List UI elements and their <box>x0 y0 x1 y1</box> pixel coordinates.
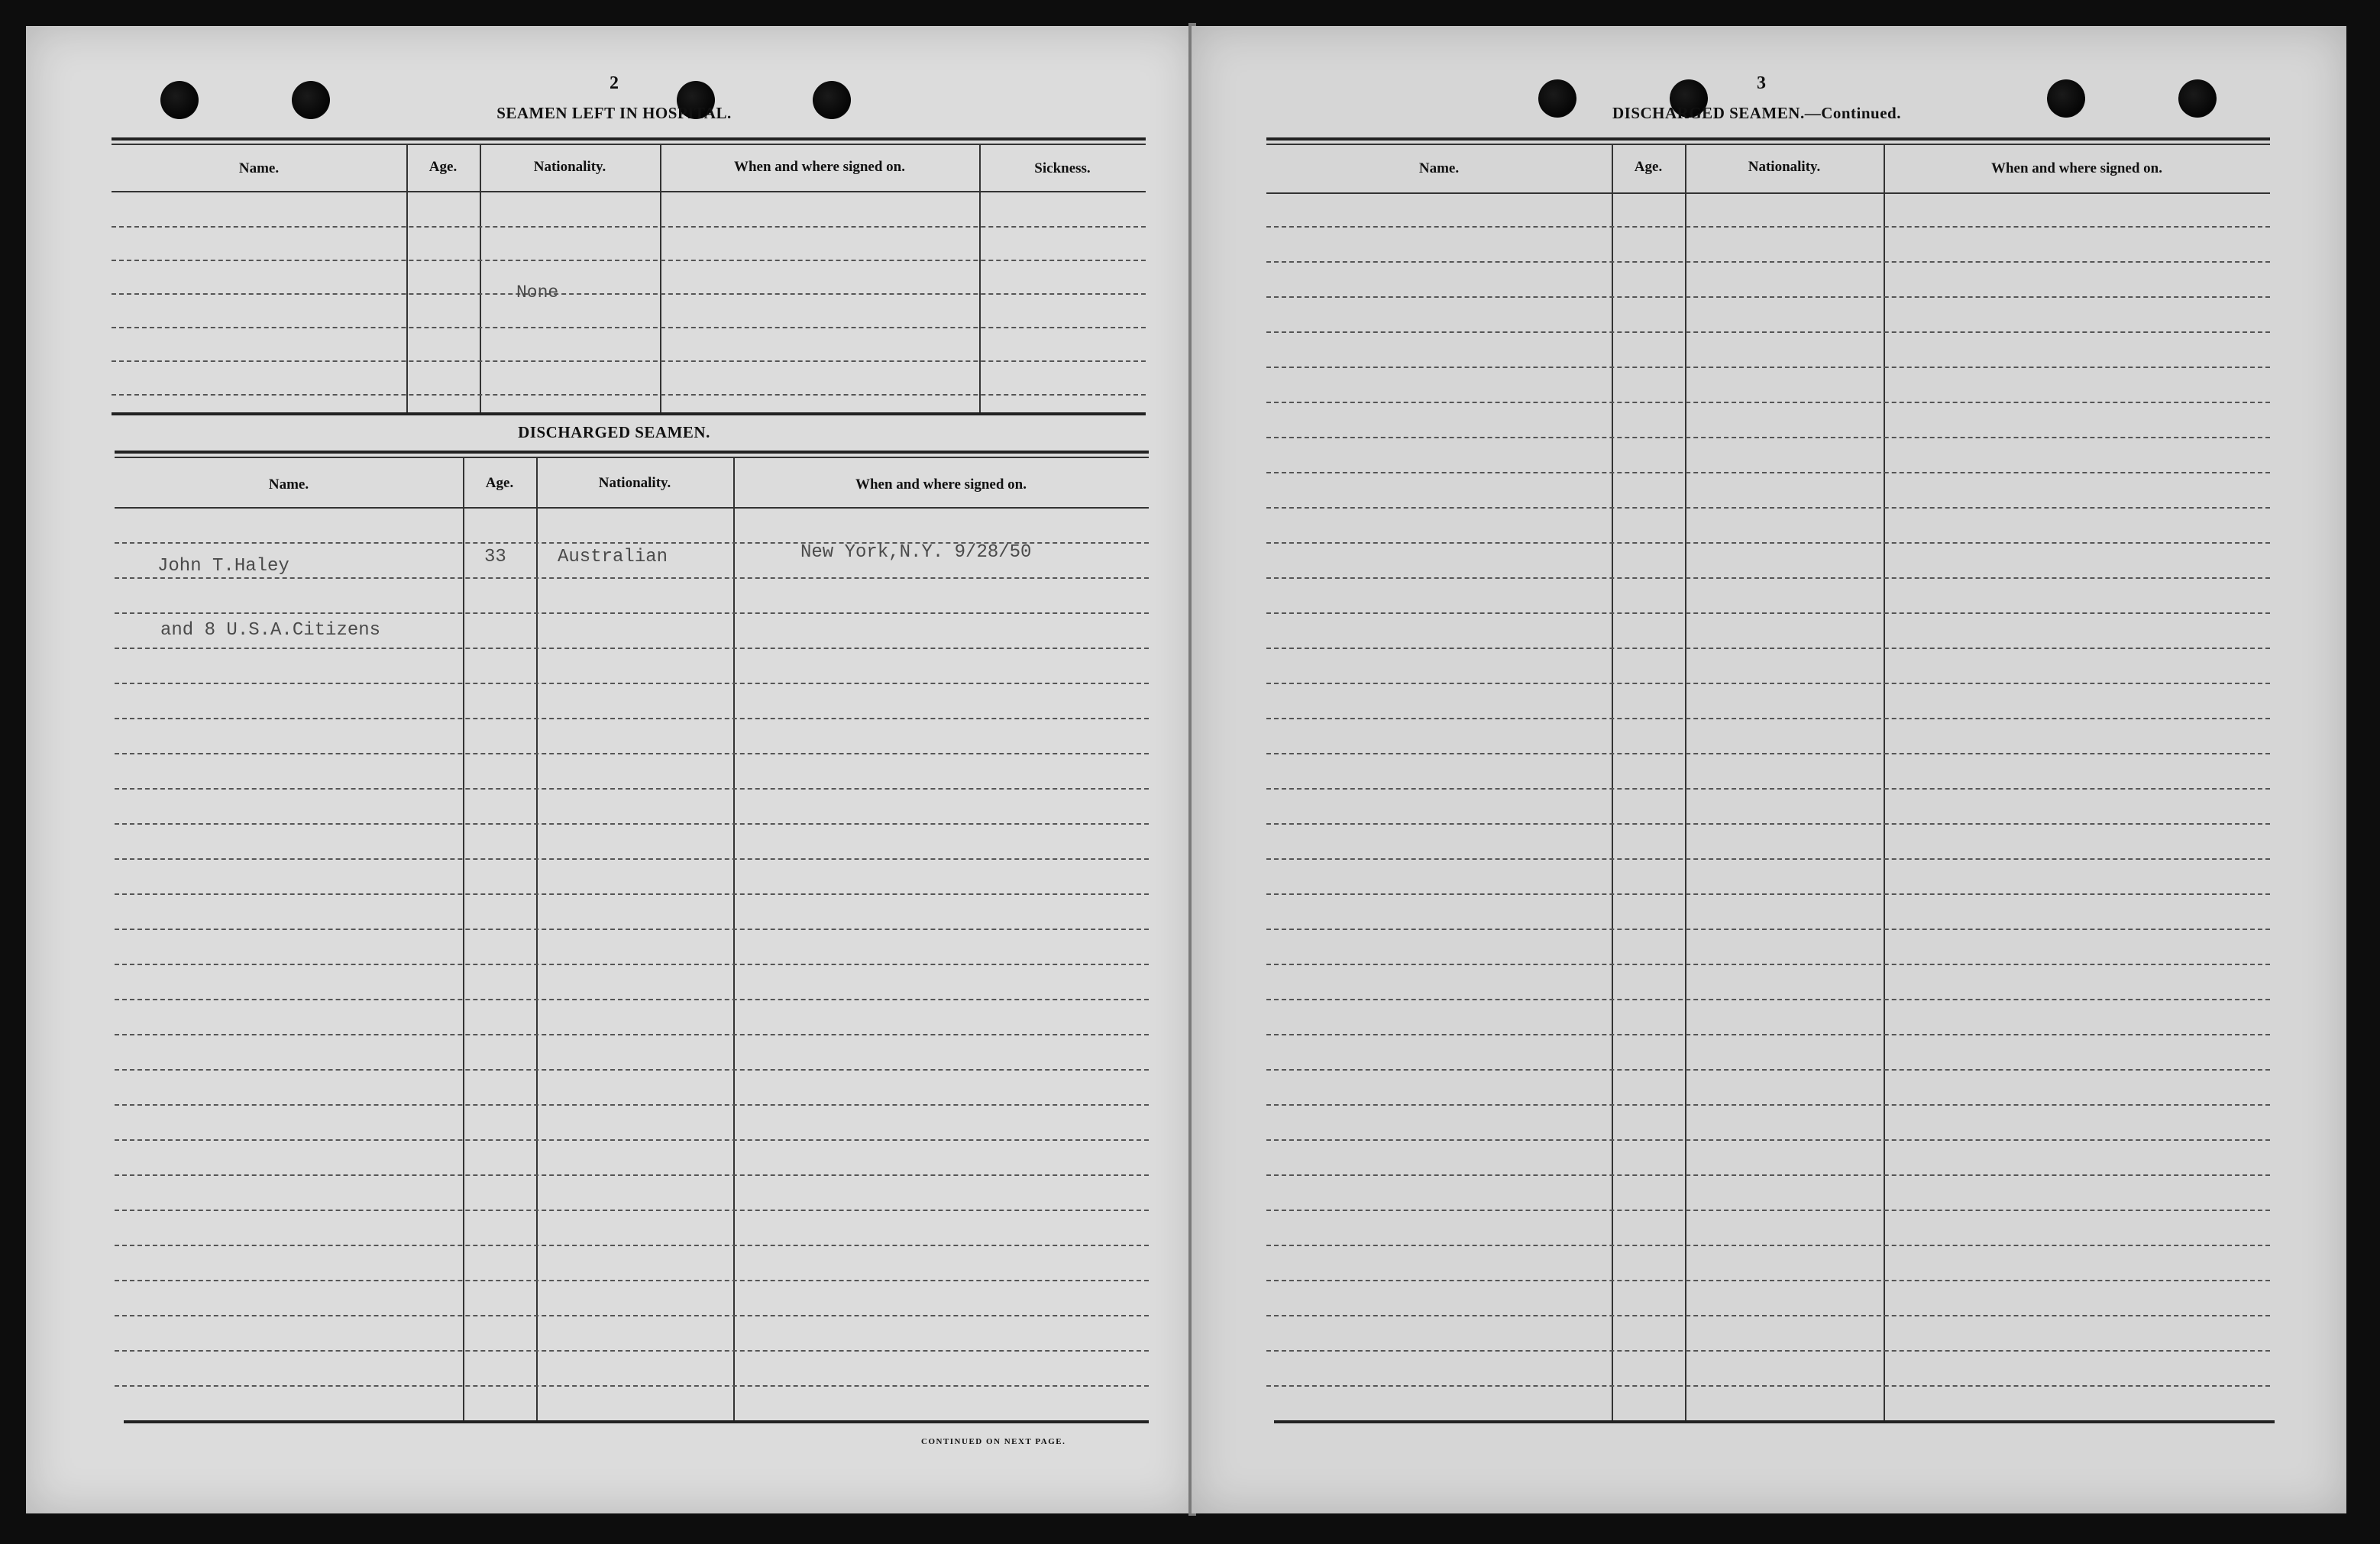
entry-line <box>1266 367 2270 368</box>
entry-line <box>115 1245 1149 1246</box>
entry-line <box>1266 402 2270 403</box>
col-header-signed-on: When and where signed on. <box>733 159 905 175</box>
entry-line <box>1266 999 2270 1000</box>
col-header-nationality: Nationality. <box>598 475 671 491</box>
entry-line <box>1266 472 2270 473</box>
entry-line <box>1266 331 2270 333</box>
entry-line <box>1266 683 2270 684</box>
section-rule <box>112 412 1146 415</box>
column-divider <box>536 458 538 1420</box>
punch-hole <box>2047 79 2085 118</box>
header-rule <box>112 191 1146 192</box>
entry-line <box>1266 507 2270 509</box>
entry-line <box>115 964 1149 965</box>
entry-line <box>115 1069 1149 1071</box>
entry-line <box>115 823 1149 825</box>
entry-line <box>1266 437 2270 438</box>
entry-line <box>115 1280 1149 1281</box>
col-header-nationality: Nationality. <box>533 159 606 175</box>
entry-line <box>112 360 1146 362</box>
footer-note: CONTINUED ON NEXT PAGE. <box>921 1437 1066 1446</box>
seaman-age: 33 <box>484 547 506 567</box>
entry-line <box>115 1104 1149 1106</box>
entry-line <box>1266 964 2270 965</box>
entry-line <box>115 788 1149 790</box>
entry-line <box>1266 261 2270 263</box>
punch-hole <box>160 81 199 119</box>
entry-line <box>1266 1350 2270 1352</box>
entry-line <box>1266 577 2270 579</box>
column-divider <box>979 145 981 412</box>
table-bottom-rule <box>1274 1420 2275 1423</box>
punch-hole <box>2178 79 2217 118</box>
entry-line <box>1266 612 2270 614</box>
col-header-sickness: Sickness. <box>1034 160 1091 176</box>
entry-line <box>115 577 1149 579</box>
entry-line <box>115 999 1149 1000</box>
col-header-signed-on: When and where signed on. <box>855 476 1027 493</box>
entry-line <box>112 327 1146 328</box>
col-header-age: Age. <box>485 475 514 491</box>
entry-line <box>1266 823 2270 825</box>
entry-line <box>1266 1385 2270 1387</box>
entry-line <box>1266 542 2270 544</box>
entry-line <box>115 1034 1149 1035</box>
discharged-section-title: DISCHARGED SEAMEN. <box>518 423 710 441</box>
entry-line <box>115 1174 1149 1176</box>
entry-line <box>112 394 1146 396</box>
entry-line <box>115 683 1149 684</box>
table-bottom-rule <box>124 1420 1149 1423</box>
column-divider <box>1685 145 1686 1420</box>
left-page <box>26 26 1195 1513</box>
right-page <box>1192 26 2346 1513</box>
entry-line <box>115 858 1149 860</box>
page-number: 3 <box>1757 73 1766 93</box>
column-divider <box>406 145 408 412</box>
page-number: 2 <box>610 73 619 93</box>
table-top-rule <box>1266 144 2270 145</box>
entry-line <box>1266 648 2270 649</box>
table-top-rule <box>112 144 1146 145</box>
entry-line <box>115 753 1149 754</box>
entry-line <box>1266 1174 2270 1176</box>
entry-line <box>112 260 1146 261</box>
entry-line <box>1266 1139 2270 1141</box>
entry-line <box>1266 1034 2270 1035</box>
col-header-age: Age. <box>428 159 458 175</box>
entry-line <box>1266 788 2270 790</box>
table-top-rule <box>115 451 1149 454</box>
seaman-name: and 8 U.S.A.Citizens <box>160 620 381 641</box>
entry-line <box>115 718 1149 719</box>
col-header-nationality: Nationality. <box>1748 159 1821 175</box>
entry-line <box>1266 1210 2270 1211</box>
hospital-section-title: SEAMEN LEFT IN HOSPITAL. <box>496 104 732 122</box>
column-divider <box>463 458 464 1420</box>
entry-line <box>1266 226 2270 228</box>
hospital-entry: None <box>516 283 559 302</box>
table-top-rule <box>1266 137 2270 141</box>
entry-line <box>115 1315 1149 1316</box>
column-divider <box>733 458 735 1420</box>
entry-line <box>112 226 1146 228</box>
entry-line <box>115 929 1149 930</box>
entry-line <box>1266 1280 2270 1281</box>
column-divider <box>1612 145 1613 1420</box>
column-divider <box>1884 145 1885 1420</box>
entry-line <box>115 1139 1149 1141</box>
column-divider <box>480 145 481 412</box>
col-header-name: Name. <box>268 476 309 493</box>
entry-line <box>1266 1245 2270 1246</box>
entry-line <box>1266 929 2270 930</box>
table-top-rule <box>115 457 1149 458</box>
header-rule <box>115 507 1149 509</box>
discharged-continued-title: DISCHARGED SEAMEN.—Continued. <box>1612 104 1901 122</box>
entry-line <box>1266 718 2270 719</box>
col-header-name: Name. <box>1418 160 1460 176</box>
entry-line <box>1266 1104 2270 1106</box>
table-top-rule <box>112 137 1146 141</box>
col-header-signed-on: When and where signed on. <box>1990 160 2162 176</box>
entry-line <box>1266 893 2270 895</box>
entry-line <box>1266 296 2270 298</box>
entry-line <box>115 612 1149 614</box>
entry-line <box>1266 753 2270 754</box>
seaman-signed-on: New York,N.Y. 9/28/50 <box>800 542 1032 563</box>
seaman-name: John T.Haley <box>157 556 289 577</box>
entry-line <box>115 893 1149 895</box>
entry-line <box>1266 1315 2270 1316</box>
header-rule <box>1266 192 2270 194</box>
entry-line <box>115 1385 1149 1387</box>
col-header-age: Age. <box>1634 159 1663 175</box>
seaman-nationality: Australian <box>558 547 668 567</box>
entry-line <box>1266 1069 2270 1071</box>
entry-line <box>1266 858 2270 860</box>
column-divider <box>660 145 661 412</box>
entry-line <box>115 648 1149 649</box>
entry-line <box>112 293 1146 295</box>
col-header-name: Name. <box>238 160 280 176</box>
punch-hole <box>292 81 330 119</box>
entry-line <box>115 1210 1149 1211</box>
entry-line <box>115 1350 1149 1352</box>
